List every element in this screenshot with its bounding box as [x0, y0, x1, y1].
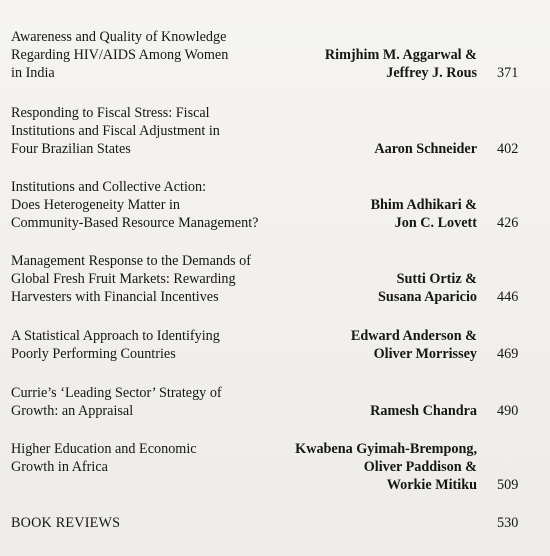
title-line: Institutions and Fiscal Adjustment in	[11, 123, 220, 140]
title-line: Four Brazilian States	[11, 141, 131, 158]
author-line: Jon C. Lovett	[394, 215, 477, 232]
author-line: Rimjhim M. Aggarwal &	[324, 47, 477, 63]
page-number: 469	[497, 346, 519, 362]
title-line: Harvesters with Financial Incentives	[11, 289, 219, 306]
author-line: Oliver Morrissey	[373, 346, 477, 363]
title-line: Management Response to the Demands of	[11, 253, 251, 269]
author-line: Susana Aparicio	[378, 289, 477, 306]
author-line: Jeffrey J. Rous	[386, 65, 477, 82]
article-authors	[378, 270, 477, 306]
page-number: 509	[497, 477, 519, 493]
page-number: 426	[497, 215, 519, 231]
book-reviews-page-number: 530	[497, 515, 519, 531]
article-authors	[371, 196, 477, 232]
title-line: Responding to Fiscal Stress: Fiscal	[11, 105, 210, 121]
title-line: Poorly Performing Countries	[11, 346, 176, 363]
article-authors	[351, 327, 477, 363]
title-line: Does Heterogeneity Matter in	[11, 197, 181, 214]
title-line: Currie’s ‘Leading Sector’ Strategy of	[11, 385, 222, 401]
page-number: 490	[497, 403, 519, 419]
article-title	[11, 28, 301, 83]
title-line: Higher Education and Economic	[11, 441, 197, 457]
article-authors	[295, 440, 477, 495]
title-line: in India	[11, 65, 55, 82]
article-title	[11, 178, 301, 233]
article-authors	[374, 140, 477, 158]
article-authors	[325, 46, 477, 82]
title-line: Regarding HIV/AIDS Among Women	[11, 47, 229, 64]
title-line: Community-Based Resource Management?	[11, 215, 259, 232]
book-reviews-heading: BOOK REVIEWS	[11, 515, 121, 531]
author-line: Workie Mitiku	[386, 477, 477, 494]
author-line: Oliver Paddison &	[363, 459, 477, 476]
title-line: Growth in Africa	[11, 459, 108, 476]
page-number: 371	[497, 65, 519, 81]
article-title	[11, 440, 301, 476]
title-line: Global Fresh Fruit Markets: Rewarding	[11, 271, 236, 288]
article-title	[11, 252, 301, 307]
page-number: 402	[497, 141, 519, 157]
article-authors	[370, 402, 477, 420]
article-title	[11, 104, 301, 159]
article-title	[11, 327, 301, 363]
author-line: Bhim Adhikari &	[370, 197, 477, 213]
page-number: 446	[497, 289, 519, 305]
author-line: Kwabena Gyimah-Brempong,	[295, 441, 477, 457]
author-line: Edward Anderson &	[350, 328, 477, 344]
title-line: Growth: an Appraisal	[11, 403, 134, 420]
author-line: Aaron Schneider	[374, 141, 477, 157]
author-line: Ramesh Chandra	[370, 403, 477, 419]
article-title	[11, 384, 301, 420]
author-line: Sutti Ortiz &	[396, 271, 477, 287]
title-line: A Statistical Approach to Identifying	[11, 328, 220, 344]
title-line: Institutions and Collective Action:	[11, 179, 207, 195]
title-line: Awareness and Quality of Knowledge	[11, 29, 227, 45]
